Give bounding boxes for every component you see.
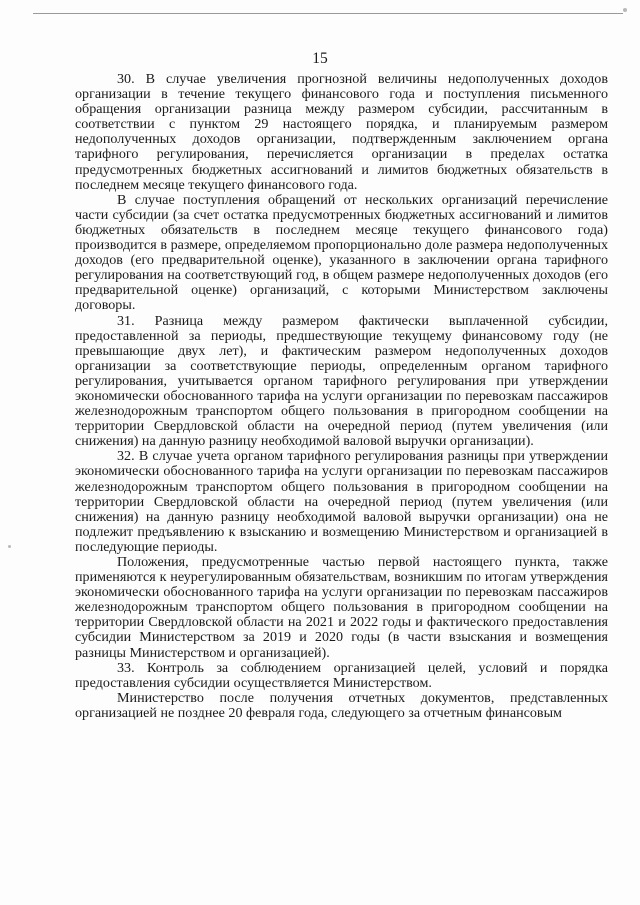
page-number: 15 (312, 50, 328, 67)
paragraph-30-part-2: В случае поступления обращений от нескольких организаций перечисление части субсидии (за счет остатка предусмотренных бюджетных ассигнований и лимитов бюджетных обязательств в последнем месяце текущего финансового года) производится в размере, определяемом пропорционально доле размера недополученных доходов (его предварительной оценке), указанного в заключении органа тарифного регулирования на соответствующий год, в общем размере недополученных доходов (его предварительной оценке) организаций, с которыми Министерством заключены договоры. (75, 191, 608, 314)
scan-edge-line (33, 13, 623, 14)
scan-speck (623, 8, 627, 12)
paragraph-31: 31. Разница между размером фактически выплаченной субсидии, предоставленной за периоды, предшествующие текущему финансовому году (не превышающие двух лет), и фактическим размером недополученных доходов организации за соответствующие периоды, определенным органом тарифного регулирования, учитывается органом тарифного регулирования при утверждении экономически обоснованного тарифа на услуги организации по перевозкам пассажиров железнодорожным транспортом общего пользования в пригородном сообщении на территории Свердловской области на очередной период (путем увеличения (или снижения) на данную разницу необходимой валовой выручки организации). (75, 312, 608, 450)
paragraph-30: 30. В случае увеличения прогнозной величины недополученных доходов организации в течение текущего финансового года и поступления письменного обращения организации разница между размером субсидии, рассчитанным в соответствии с пунктом 29 настоящего порядка, и планируемым размером недополученных доходов организации, подтвержденным заключением органа тарифного регулирования, перечисляется организации в пределах остатка предусмотренных бюджетных ассигнований и лимитов бюджетных обязательств в последнем месяце текущего финансового года. (75, 71, 608, 193)
paragraph-32: 32. В случае учета органом тарифного регулирования разницы при утверждении экономически обоснованного тарифа на услуги организации по перевозкам пассажиров железнодорожным транспортом общего пользования в пригородном сообщении на территории Свердловской области на очередной период (путем увеличения (или снижения) на данную разницу необходимой валовой выручки организации) она не подлежит предъявлению к взысканию и возмещению Министерством и организацией в последующие периоды. (75, 448, 608, 555)
paragraph-32-part-2: Положения, предусмотренные частью первой настоящего пункта, также применяются к неурегулированным обязательствам, возникшим по итогам утверждения экономически обоснованного тарифа на услуги организации по перевозкам пассажиров железнодорожным транспортом общего пользования в пригородном сообщении на территории Свердловской области на 2021 и 2022 годы и фактического предоставления субсидии Министерством за 2019 и 2020 годы (в части взыскания и возмещения разницы Министерством и организацией). (75, 554, 608, 661)
body-text (75, 72, 608, 721)
scan-speck (8, 545, 11, 548)
paragraph-33-part-2: Министерство после получения отчетных документов, представленных организацией не позднее 20 февраля года, следующего за отчетным финансовым (75, 689, 608, 721)
paragraph-33: 33. Контроль за соблюдением организацией целей, условий и порядка предоставления субсидии осуществляется Министерством. (75, 659, 608, 691)
